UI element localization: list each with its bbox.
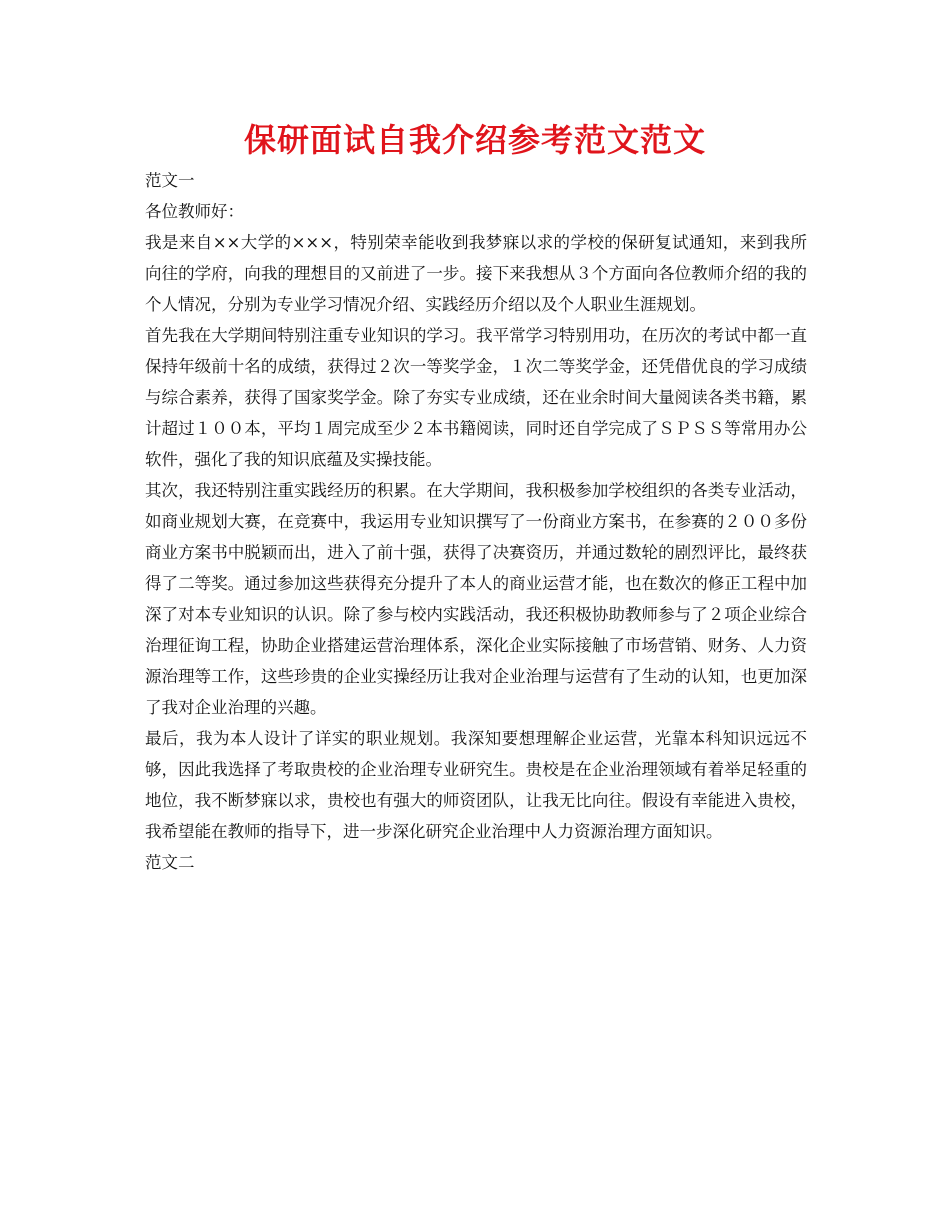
document-title: 保研面试自我介绍参考范文范文	[243, 121, 706, 159]
document-body	[145, 165, 807, 878]
section-heading-1: 范文一	[145, 171, 195, 190]
paragraph-study: 首先我在大学期间特别注重专业知识的学习。我平常学习特别用功，在历次的考试中都一直保持年级前十名的成绩，获得过２次一等奖学金，１次二等奖学金，还凭借优良的学习成绩与综合素养，获得了国家奖学金。除了夯实专业成绩，还在业余时间大量阅读各类书籍，累计超过１００本，平均１周完成至少２本书籍阅读，同时还自学完成了ＳＰＳＳ等常用办公软件，强化了我的知识底蕴及实操技能。	[145, 326, 807, 469]
paragraph-career: 最后，我为本人设计了详实的职业规划。我深知要想理解企业运营，光靠本科知识远远不够，因此我选择了考取贵校的企业治理专业研究生。贵校是在企业治理领域有着举足轻重的地位，我不断梦寐以求，贵校也有强大的师资团队，让我无比向往。假设有幸能进入贵校，我希望能在教师的指导下，进一步深化研究企业治理中人力资源治理方面知识。	[145, 729, 807, 841]
greeting: 各位教师好：	[145, 202, 244, 221]
paragraph-practice: 其次，我还特别注重实践经历的积累。在大学期间，我积极参加学校组织的各类专业活动，如商业规划大赛，在竞赛中，我运用专业知识撰写了一份商业方案书，在参赛的２００多份商业方案书中脱颖而出，进入了前十强，获得了决赛资历，并通过数轮的剧烈评比，最终获得了二等奖。通过参加这些获得充分提升了本人的商业运营才能，也在数次的修正工程中加深了对本专业知识的认识。除了参与校内实践活动，我还积极协助教师参与了２项企业综合治理征询工程，协助企业搭建运营治理体系，深化企业实际接触了市场营销、财务、人力资源治理等工作，这些珍贵的企业实操经历让我对企业治理与运营有了生动的认知，也更加深了我对企业治理的兴趣。	[145, 481, 807, 717]
paragraph-intro: 我是来自××大学的×××，特别荣幸能收到我梦寐以求的学校的保研复试通知，来到我所向往的学府，向我的理想目的又前进了一步。接下来我想从３个方面向各位教师介绍的我的个人情况，分别为专业学习情况介绍、实践经历介绍以及个人职业生涯规划。	[145, 233, 807, 314]
section-heading-2: 范文二	[145, 853, 195, 872]
